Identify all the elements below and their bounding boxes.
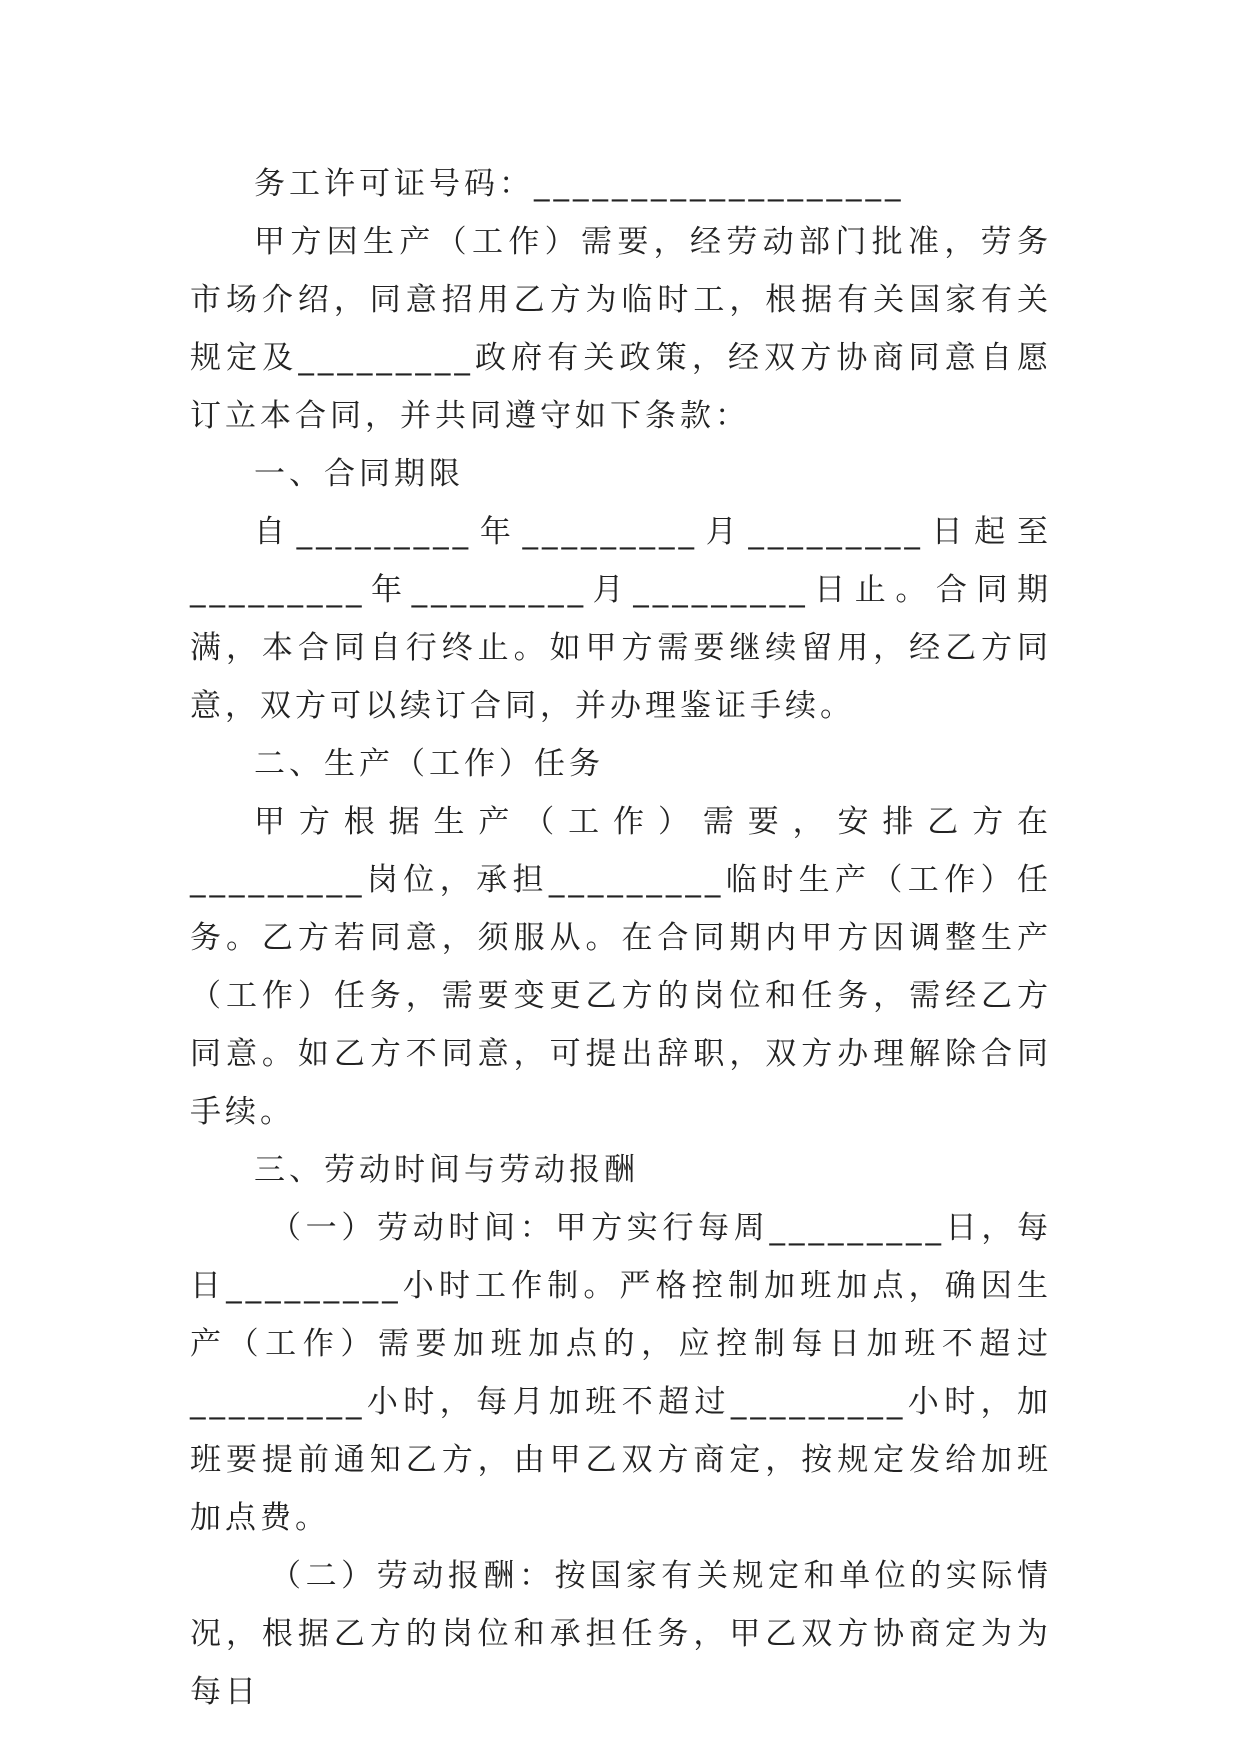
section-heading-contract-term: 一、合同期限 [254,456,464,492]
document-body [190,155,1052,1721]
contract-preamble: 甲方因生产（工作）需要，经劳动部门批准，劳务市场介绍，同意招用乙方为临时工，根据有关国家有关规定及_________政府有关政策，经双方协商同意自愿订立本合同，并共同遵守如下条款： [190,224,1052,434]
production-task-clause: 甲方根据生产（工作）需要，安排乙方在_________岗位，承担_________临时生产（工作）任务。乙方若同意，须服从。在合同期内甲方因调整生产（工作）任务，需要变更乙方的岗位和任务，需经乙方同意。如乙方不同意，可提出辞职，双方办理解除合同手续。 [190,804,1052,1130]
section-heading-working-hours-and-pay: 三、劳动时间与劳动报酬 [254,1152,639,1188]
working-hours-clause: （一）劳动时间：甲方实行每周_________日，每日_________小时工作制。严格控制加班加点，确因生产（工作）需要加班加点的，应控制每日加班不超过_________小时，每月加班不超过_________小时，加班要提前通知乙方，由甲乙双方商定，按规定发给加班加点费。 [190,1210,1052,1536]
contract-term-clause: 自_________年_________月_________日起至_________年_________月_________日止。合同期满，本合同自行终止。如甲方需要继续留用，经乙方同意，双方可以续订合同，并办理鉴证手续。 [190,514,1052,724]
work-permit-number-line: 务工许可证号码：___________________ [254,166,905,202]
section-heading-production-task: 二、生产（工作）任务 [254,746,604,782]
remuneration-clause: （二）劳动报酬：按国家有关规定和单位的实际情况，根据乙方的岗位和承担任务，甲乙双方协商定为为每日 [190,1558,1052,1710]
